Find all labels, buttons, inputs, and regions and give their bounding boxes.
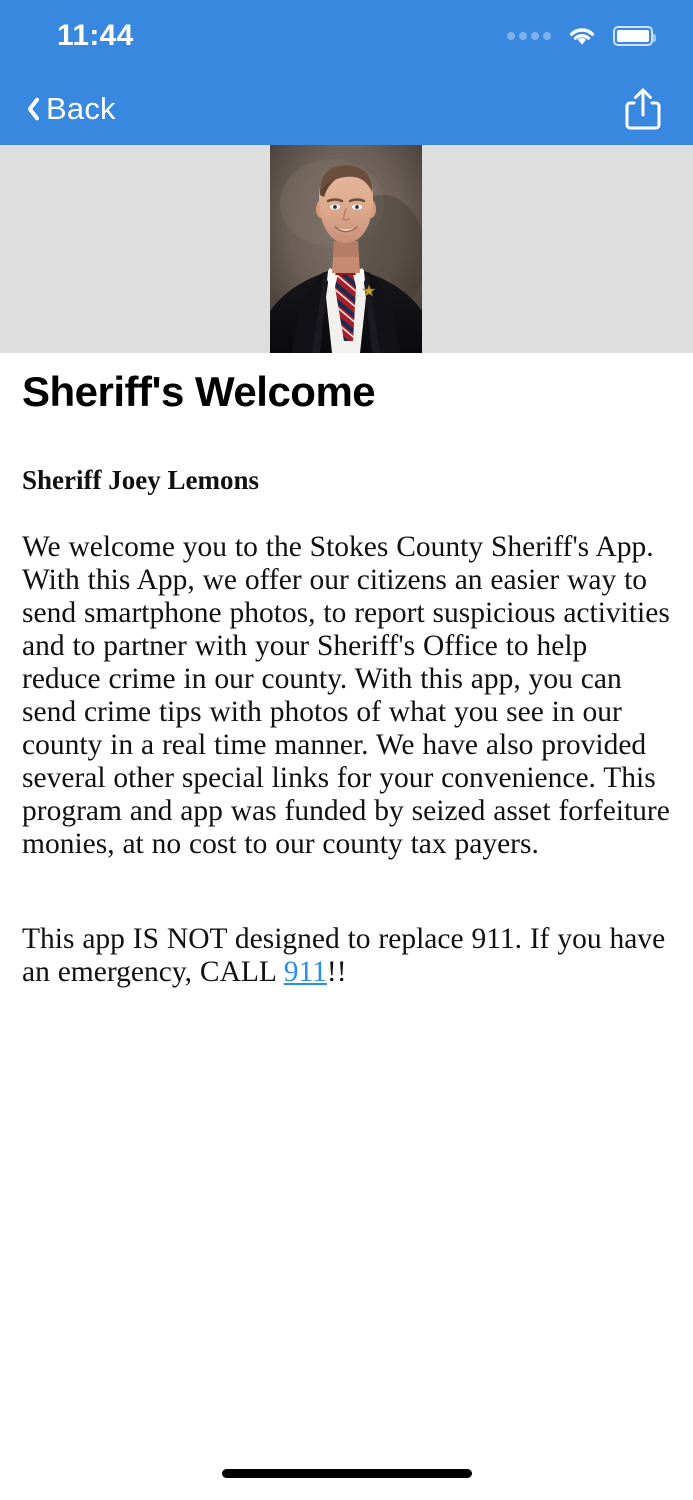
emergency-paragraph (22, 923, 671, 989)
top-chrome (0, 0, 693, 145)
share-button[interactable] (623, 86, 663, 132)
call-911-link[interactable]: 911 (283, 956, 327, 989)
hero-photo-band (0, 145, 693, 353)
article-content (0, 353, 693, 989)
status-bar (0, 0, 693, 72)
wifi-icon (567, 25, 597, 47)
back-button[interactable] (18, 91, 116, 127)
emergency-text-before: This app IS NOT designed to replace 911. If you have an emergency, CALL (22, 923, 666, 989)
battery-icon (613, 26, 653, 46)
page-title: Sheriff's Welcome (22, 368, 376, 415)
status-bar-indicators (507, 25, 653, 47)
article-body (22, 464, 671, 989)
chevron-left-icon (18, 93, 38, 125)
home-indicator[interactable] (222, 1469, 472, 1478)
welcome-paragraph: We welcome you to the Stokes County Sheriff's App. With this App, we offer our citizens an easier way to send smartphone photos, to report suspicious activities and to partner with your Sheriff's Office to help reduce crime in our county. With this app, you can send crime tips with photos of what you see in our county in a real time manner. We have also provided several other special links for your convenience. This program and app was funded by seized asset forfeiture monies, at no cost to our county tax payers. (22, 530, 670, 860)
emergency-text-after: !! (326, 956, 347, 989)
back-button-label: Back (46, 90, 116, 126)
sheriff-portrait-photo (270, 145, 422, 353)
status-bar-time: 11:44 (57, 19, 134, 52)
sheriff-name-heading: Sheriff Joey Lemons (22, 465, 259, 496)
signal-dots-icon (507, 32, 551, 40)
navigation-bar (0, 72, 693, 145)
share-icon (623, 86, 663, 132)
